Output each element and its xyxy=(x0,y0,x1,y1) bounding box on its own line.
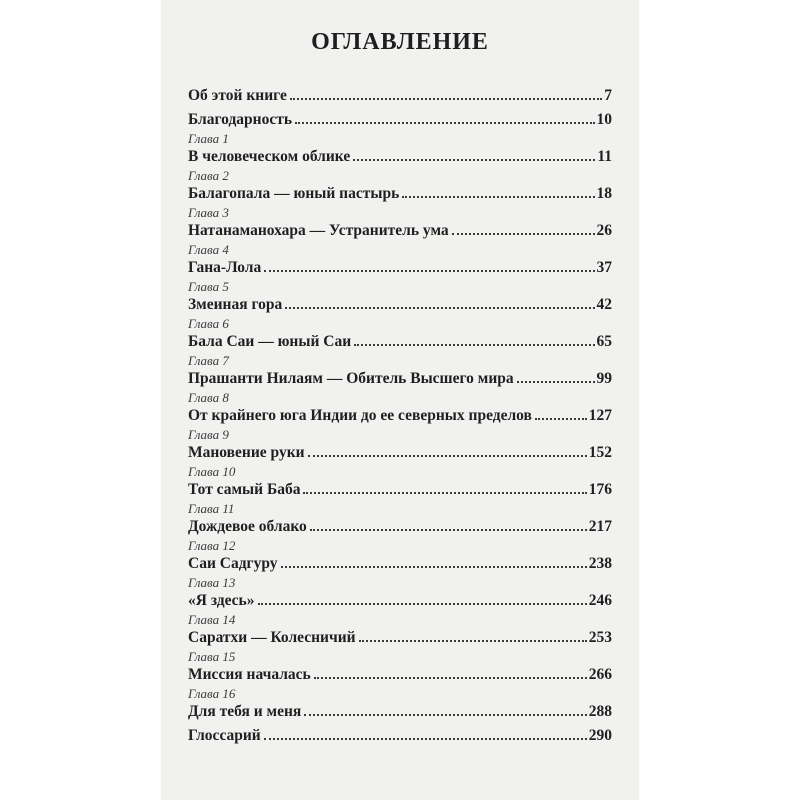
toc-line xyxy=(188,478,612,502)
page-number: 10 xyxy=(596,111,612,128)
toc-entry xyxy=(188,354,612,391)
entry-title: Мановение руки xyxy=(188,444,305,461)
dot-leader xyxy=(285,307,594,309)
toc-entry xyxy=(188,391,612,428)
page-number: 7 xyxy=(604,87,612,104)
page-number: 288 xyxy=(588,703,612,720)
chapter-label: Глава 16 xyxy=(188,686,236,701)
chapter-label: Глава 12 xyxy=(188,538,236,553)
dot-leader xyxy=(354,344,594,346)
dot-leader xyxy=(295,122,594,124)
page-number: 18 xyxy=(596,185,612,202)
toc-line xyxy=(188,84,612,108)
chapter-label: Глава 10 xyxy=(188,464,236,479)
toc-line xyxy=(188,219,612,243)
entry-title: В человеческом облике xyxy=(188,148,351,165)
entry-title: Бала Саи — юный Саи xyxy=(188,333,352,350)
toc-entry xyxy=(188,539,612,576)
entry-title: Миссия началась xyxy=(188,666,311,683)
chapter-label: Глава 9 xyxy=(188,427,229,442)
chapter-label: Глава 14 xyxy=(188,612,236,627)
dot-leader xyxy=(310,529,587,531)
toc-line xyxy=(188,700,612,724)
toc-line xyxy=(188,256,612,280)
toc-entry xyxy=(188,428,612,465)
page-number: 127 xyxy=(588,407,612,424)
dot-leader xyxy=(452,233,595,235)
dot-leader xyxy=(535,418,587,420)
dot-leader xyxy=(264,738,587,740)
chapter-label: Глава 6 xyxy=(188,316,229,331)
entry-title: Дождевое облако xyxy=(188,518,307,535)
toc-entry xyxy=(188,243,612,280)
toc-entry xyxy=(188,317,612,354)
toc-entry xyxy=(188,169,612,206)
toc-entry xyxy=(188,613,612,650)
toc-line xyxy=(188,145,612,169)
chapter-label: Глава 13 xyxy=(188,575,236,590)
page-number: 42 xyxy=(596,296,612,313)
chapter-label: Глава 15 xyxy=(188,649,236,664)
toc-entry xyxy=(188,108,612,132)
chapter-label: Глава 2 xyxy=(188,168,229,183)
entry-title: Саратхи — Колесничий xyxy=(188,629,356,646)
dot-leader xyxy=(308,455,587,457)
toc-entry xyxy=(188,84,612,108)
toc-line xyxy=(188,108,612,132)
entry-title: Об этой книге xyxy=(188,87,287,104)
toc-entry xyxy=(188,465,612,502)
chapter-label: Глава 5 xyxy=(188,279,229,294)
entry-title: Гана-Лола xyxy=(188,259,262,276)
chapter-label: Глава 8 xyxy=(188,390,229,405)
page-number: 217 xyxy=(588,518,612,535)
toc-entry xyxy=(188,280,612,317)
entry-title: Для тебя и меня xyxy=(188,703,302,720)
entry-title: Благодарность xyxy=(188,111,293,128)
page-number: 26 xyxy=(596,222,612,239)
page-number: 99 xyxy=(596,370,612,387)
toc-line xyxy=(188,663,612,687)
toc-line xyxy=(188,626,612,650)
toc-heading: ОГЛАВЛЕНИЕ xyxy=(311,29,489,55)
page-number: 65 xyxy=(596,333,612,350)
chapter-label: Глава 1 xyxy=(188,131,229,146)
toc-entry xyxy=(188,502,612,539)
entry-title: Тот самый Баба xyxy=(188,481,301,498)
entry-title: Прашанти Нилаям — Обитель Высшего мира xyxy=(188,370,514,387)
toc-line xyxy=(188,293,612,317)
page-number: 11 xyxy=(597,148,612,165)
toc-line xyxy=(188,330,612,354)
entry-title: «Я здесь» xyxy=(188,592,255,609)
toc-entry xyxy=(188,206,612,243)
page-number: 37 xyxy=(596,259,612,276)
dot-leader xyxy=(264,270,594,272)
entry-title: Балагопала — юный пастырь xyxy=(188,185,400,202)
toc-line xyxy=(188,515,612,539)
dot-leader xyxy=(402,196,594,198)
dot-leader xyxy=(258,603,587,605)
toc-line xyxy=(188,404,612,428)
entry-title: Змеиная гора xyxy=(188,296,283,313)
page-number: 290 xyxy=(588,727,612,744)
chapter-label: Глава 7 xyxy=(188,353,229,368)
page-number: 266 xyxy=(588,666,612,683)
dot-leader xyxy=(314,677,587,679)
toc-line xyxy=(188,552,612,576)
dot-leader xyxy=(290,98,602,100)
toc-line xyxy=(188,724,612,748)
toc-line xyxy=(188,182,612,206)
page-number: 253 xyxy=(588,629,612,646)
toc-entry xyxy=(188,724,612,748)
entry-title: Натанаманохара — Устранитель ума xyxy=(188,222,449,239)
page-number: 152 xyxy=(588,444,612,461)
page-number: 176 xyxy=(588,481,612,498)
toc-line xyxy=(188,367,612,391)
dot-leader xyxy=(353,159,595,161)
chapter-label: Глава 3 xyxy=(188,205,229,220)
chapter-label: Глава 11 xyxy=(188,501,235,516)
page-number: 238 xyxy=(588,555,612,572)
toc-entry xyxy=(188,687,612,724)
dot-leader xyxy=(304,714,586,716)
entry-title: Глоссарий xyxy=(188,727,261,744)
chapter-label: Глава 4 xyxy=(188,242,229,257)
dot-leader xyxy=(303,492,586,494)
entry-title: От крайнего юга Индии до ее северных пределов xyxy=(188,407,532,424)
table-of-contents xyxy=(188,84,612,748)
toc-entry xyxy=(188,650,612,687)
entry-title: Саи Садгуру xyxy=(188,555,278,572)
dot-leader xyxy=(517,381,595,383)
toc-entry xyxy=(188,132,612,169)
toc-line xyxy=(188,589,612,613)
toc-line xyxy=(188,441,612,465)
dot-leader xyxy=(359,640,587,642)
toc-entry xyxy=(188,576,612,613)
page-number: 246 xyxy=(588,592,612,609)
dot-leader xyxy=(281,566,587,568)
